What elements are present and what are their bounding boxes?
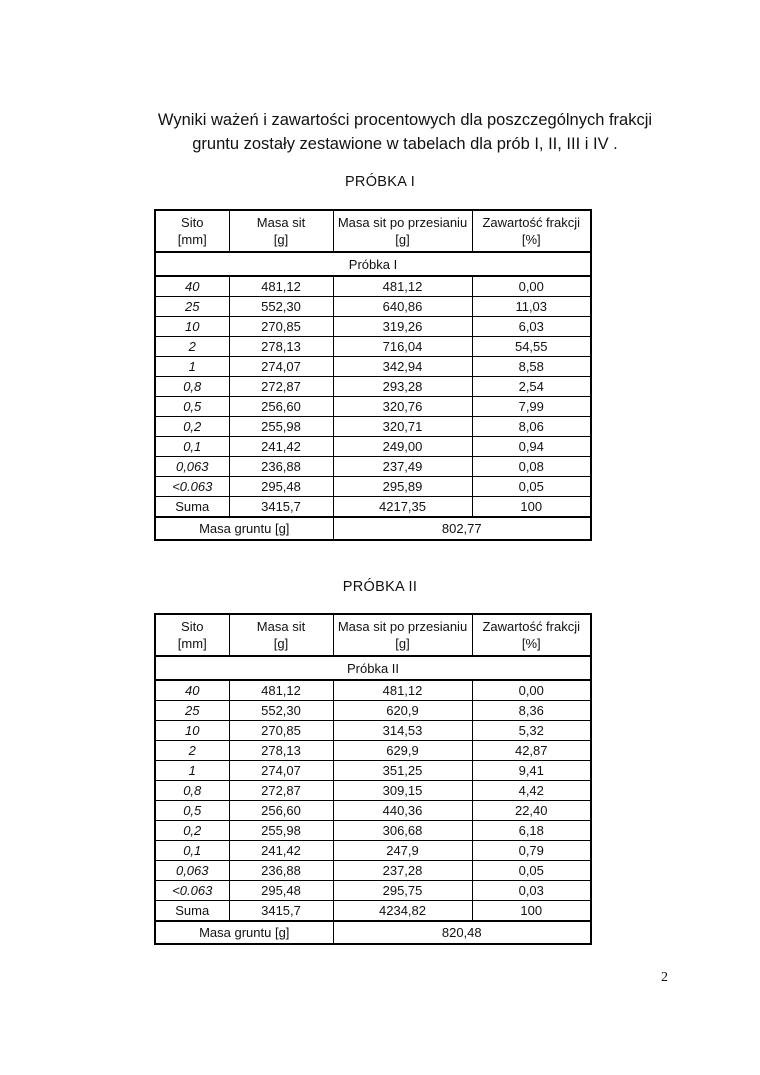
sieve-mass-cell: 256,60 [229, 801, 333, 821]
fraction-content-cell: 0,05 [472, 477, 591, 497]
column-header: Masa sit po przesianiu [g] [333, 210, 472, 252]
column-header: Zawartość frakcji [%] [472, 210, 591, 252]
sieve-mass-cell: 270,85 [229, 317, 333, 337]
sieve-size-cell: <0.063 [155, 477, 229, 497]
sieve-size-cell: 40 [155, 680, 229, 701]
mass-after-sieving-cell: 716,04 [333, 337, 472, 357]
sieve-mass-cell: 236,88 [229, 457, 333, 477]
sum-row [155, 901, 591, 922]
table-row [155, 781, 591, 801]
sieve-mass-cell: 272,87 [229, 781, 333, 801]
sieve-mass-cell: 256,60 [229, 397, 333, 417]
sieve-size-cell: 10 [155, 317, 229, 337]
mass-after-sieving-cell: 620,9 [333, 701, 472, 721]
fraction-content-cell: 4,42 [472, 781, 591, 801]
mass-after-sieving-cell: 319,26 [333, 317, 472, 337]
table-row [155, 397, 591, 417]
table-body [155, 276, 591, 517]
results-table [154, 209, 592, 541]
intro-line-1: Wyniki ważeń i zawartości procentowych dla poszczególnych frakcji [157, 111, 653, 129]
sieve-mass-cell: 481,12 [229, 680, 333, 701]
table-header-row [155, 614, 591, 656]
table-row [155, 881, 591, 901]
mass-after-sieving-cell: 481,12 [333, 680, 472, 701]
sieve-mass-cell: 552,30 [229, 297, 333, 317]
column-header: Masa sit [g] [229, 614, 333, 656]
table-row [155, 457, 591, 477]
intro-line-2: gruntu zostały zestawione w tabelach dla prób I, II, III i IV . [192, 135, 618, 153]
table-body [155, 680, 591, 921]
sieve-size-cell: 0,8 [155, 377, 229, 397]
sieve-mass-cell: 295,48 [229, 477, 333, 497]
sieve-size-cell: 40 [155, 276, 229, 297]
table-row [155, 801, 591, 821]
mass-after-sieving-cell: 481,12 [333, 276, 472, 297]
sum-row [155, 497, 591, 518]
fraction-content-cell: 8,06 [472, 417, 591, 437]
fraction-content-cell: 0,03 [472, 881, 591, 901]
fraction-content-cell: 2,54 [472, 377, 591, 397]
sieve-size-cell: 2 [155, 337, 229, 357]
mass-after-sieving-cell: 295,75 [333, 881, 472, 901]
mass-after-sieving-cell: 640,86 [333, 297, 472, 317]
page-number: 2 [661, 970, 668, 985]
sieve-size-cell: 1 [155, 761, 229, 781]
table-row [155, 841, 591, 861]
fraction-content-cell: 0,08 [472, 457, 591, 477]
sum-mass-cell: 3415,7 [229, 497, 333, 518]
mass-after-sieving-cell: 293,28 [333, 377, 472, 397]
results-table [154, 613, 592, 945]
sieve-size-cell: 1 [155, 357, 229, 377]
sample-label-row [155, 656, 591, 680]
mass-after-sieving-cell: 237,28 [333, 861, 472, 881]
mass-after-sieving-cell: 440,36 [333, 801, 472, 821]
fraction-content-cell: 22,40 [472, 801, 591, 821]
sieve-size-cell: 25 [155, 297, 229, 317]
fraction-content-cell: 9,41 [472, 761, 591, 781]
table-row [155, 297, 591, 317]
column-header: Masa sit po przesianiu [g] [333, 614, 472, 656]
table-row [155, 337, 591, 357]
table-row [155, 741, 591, 761]
table-heading: PRÓBKA II [342, 579, 418, 595]
sum-pct-cell: 100 [472, 497, 591, 518]
sieve-mass-cell: 274,07 [229, 357, 333, 377]
intro-paragraph [150, 108, 660, 156]
table-row [155, 861, 591, 881]
soil-mass-value: 802,77 [333, 517, 591, 540]
table-row [155, 680, 591, 701]
sample-label: Próbka I [155, 252, 591, 276]
sieve-size-cell: 10 [155, 721, 229, 741]
sieve-size-cell: <0.063 [155, 881, 229, 901]
sieve-size-cell: 0,2 [155, 417, 229, 437]
sieve-mass-cell: 272,87 [229, 377, 333, 397]
sieve-size-cell: 0,2 [155, 821, 229, 841]
table-row [155, 276, 591, 297]
table-row [155, 377, 591, 397]
mass-after-sieving-cell: 237,49 [333, 457, 472, 477]
sieve-size-cell: 0,1 [155, 841, 229, 861]
sieve-mass-cell: 278,13 [229, 337, 333, 357]
column-header: Sito [mm] [155, 210, 229, 252]
table-row [155, 357, 591, 377]
fraction-content-cell: 6,03 [472, 317, 591, 337]
sieve-size-cell: 0,5 [155, 801, 229, 821]
column-header: Masa sit [g] [229, 210, 333, 252]
table-heading: PRÓBKA I [344, 174, 416, 190]
mass-after-sieving-cell: 342,94 [333, 357, 472, 377]
sieve-size-cell: 2 [155, 741, 229, 761]
sieve-mass-cell: 255,98 [229, 821, 333, 841]
sieve-mass-cell: 236,88 [229, 861, 333, 881]
sum-after-cell: 4234,82 [333, 901, 472, 922]
table-row [155, 417, 591, 437]
table-row [155, 821, 591, 841]
table-row [155, 437, 591, 457]
sum-after-cell: 4217,35 [333, 497, 472, 518]
sieve-mass-cell: 241,42 [229, 841, 333, 861]
sum-pct-cell: 100 [472, 901, 591, 922]
table-row [155, 317, 591, 337]
mass-after-sieving-cell: 629,9 [333, 741, 472, 761]
column-header: Sito [mm] [155, 614, 229, 656]
fraction-content-cell: 5,32 [472, 721, 591, 741]
fraction-content-cell: 54,55 [472, 337, 591, 357]
table-row [155, 701, 591, 721]
sum-label: Suma [155, 901, 229, 922]
fraction-content-cell: 6,18 [472, 821, 591, 841]
sieve-size-cell: 0,1 [155, 437, 229, 457]
table-header-row [155, 210, 591, 252]
table-row [155, 761, 591, 781]
mass-after-sieving-cell: 306,68 [333, 821, 472, 841]
fraction-content-cell: 0,79 [472, 841, 591, 861]
soil-mass-value: 820,48 [333, 921, 591, 944]
mass-after-sieving-cell: 320,76 [333, 397, 472, 417]
sieve-size-cell: 0,063 [155, 861, 229, 881]
sieve-mass-cell: 295,48 [229, 881, 333, 901]
fraction-content-cell: 8,58 [472, 357, 591, 377]
fraction-content-cell: 0,05 [472, 861, 591, 881]
fraction-content-cell: 7,99 [472, 397, 591, 417]
fraction-content-cell: 42,87 [472, 741, 591, 761]
sieve-mass-cell: 270,85 [229, 721, 333, 741]
sample-label: Próbka II [155, 656, 591, 680]
mass-after-sieving-cell: 295,89 [333, 477, 472, 497]
sieve-mass-cell: 255,98 [229, 417, 333, 437]
fraction-content-cell: 8,36 [472, 701, 591, 721]
fraction-content-cell: 11,03 [472, 297, 591, 317]
mass-after-sieving-cell: 247,9 [333, 841, 472, 861]
sieve-mass-cell: 274,07 [229, 761, 333, 781]
table-row [155, 477, 591, 497]
sample-label-row [155, 252, 591, 276]
fraction-content-cell: 0,94 [472, 437, 591, 457]
table-row [155, 721, 591, 741]
soil-mass-label: Masa gruntu [g] [155, 517, 333, 540]
soil-mass-label: Masa gruntu [g] [155, 921, 333, 944]
sieve-mass-cell: 278,13 [229, 741, 333, 761]
sieve-mass-cell: 241,42 [229, 437, 333, 457]
sieve-size-cell: 0,063 [155, 457, 229, 477]
column-header: Zawartość frakcji [%] [472, 614, 591, 656]
mass-after-sieving-cell: 351,25 [333, 761, 472, 781]
mass-after-sieving-cell: 320,71 [333, 417, 472, 437]
sieve-size-cell: 25 [155, 701, 229, 721]
sum-mass-cell: 3415,7 [229, 901, 333, 922]
soil-mass-row [155, 921, 591, 944]
mass-after-sieving-cell: 309,15 [333, 781, 472, 801]
sum-label: Suma [155, 497, 229, 518]
fraction-content-cell: 0,00 [472, 276, 591, 297]
mass-after-sieving-cell: 314,53 [333, 721, 472, 741]
mass-after-sieving-cell: 249,00 [333, 437, 472, 457]
sieve-mass-cell: 481,12 [229, 276, 333, 297]
fraction-content-cell: 0,00 [472, 680, 591, 701]
soil-mass-row [155, 517, 591, 540]
sieve-size-cell: 0,8 [155, 781, 229, 801]
sieve-size-cell: 0,5 [155, 397, 229, 417]
sieve-mass-cell: 552,30 [229, 701, 333, 721]
